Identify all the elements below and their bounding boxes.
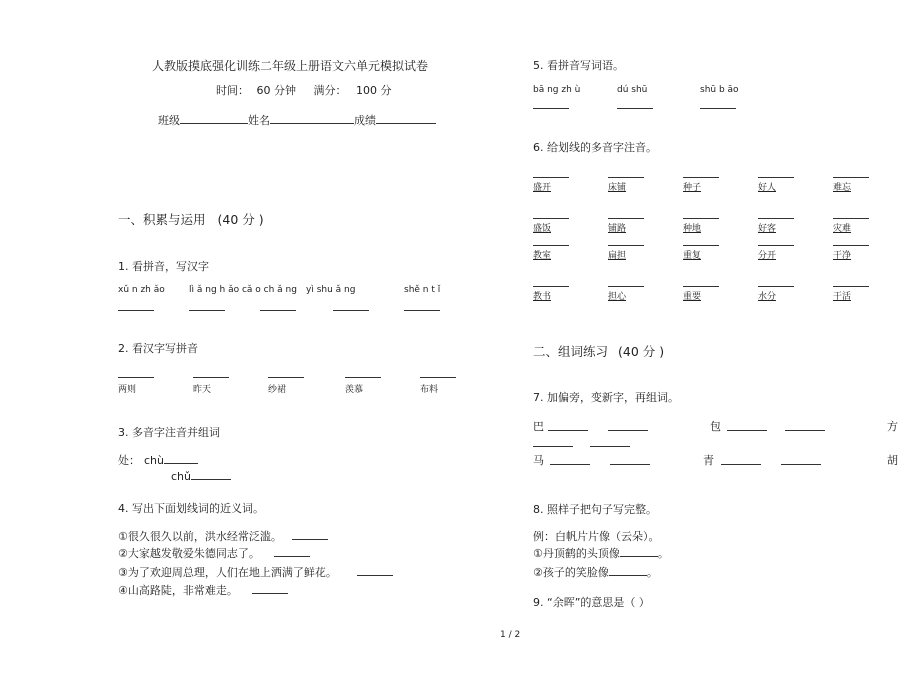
q7-blank[interactable] [548,430,588,431]
class-blank[interactable] [180,113,248,124]
q3-blank-2[interactable] [191,469,231,480]
grade-blank[interactable] [376,113,436,124]
q6-blank[interactable] [758,218,794,219]
q6-word: 铺路 [608,224,627,234]
q8-blank-2[interactable] [609,565,647,576]
q1-pinyin-4: shě n t ǐ [404,285,441,295]
q1-answer-blank-1[interactable] [118,310,154,311]
q2-word-5: 布料 [420,385,439,395]
q6-blank[interactable] [683,177,719,178]
q6-word: 床铺 [608,183,627,193]
q8-blank-1[interactable] [620,546,658,557]
section2-title: 二、组词练习 [533,344,609,359]
q7-blank[interactable] [721,464,761,465]
q6-blank[interactable] [683,218,719,219]
q6-word: 干活 [833,292,852,302]
q6-blank[interactable] [608,177,644,178]
q7-blank[interactable] [608,430,648,431]
q2-answer-blank-1[interactable] [118,377,154,378]
name-label: 姓名 [248,114,270,127]
q6-word: 难忘 [833,183,852,193]
q2-title: 2. 看汉字写拼音 [118,342,198,355]
q6-word: 担心 [608,292,627,302]
page-number: 1 / 2 [500,630,521,640]
q2-answer-blank-5[interactable] [420,377,456,378]
q5-pinyin-2: dú shū [617,85,648,95]
q7-char-4: 马 [533,454,544,467]
q3-reading-line-2 [171,469,231,483]
q6-word: 重复 [683,251,702,261]
q6-title: 6. 给划线的多音字注音。 [533,141,657,154]
q1-pinyin-3: yì shu ǎ ng [306,285,356,295]
q7-blank[interactable] [610,464,650,465]
q7-char-2: 包 [710,420,721,433]
q7-blank[interactable] [533,446,573,447]
q2-word-2: 昨天 [193,385,212,395]
q6-word: 种地 [683,224,702,234]
q7-char-3: 方 [887,420,898,433]
q1-answer-blank-2[interactable] [189,310,225,311]
q2-answer-blank-4[interactable] [345,377,381,378]
section2-heading [533,342,664,360]
q3-reading-2: chǔ [171,470,191,483]
q4-title: 4. 写出下面划线词的近义词。 [118,502,264,515]
q6-blank[interactable] [833,218,869,219]
q8-sentence-2: ②孩子的笑脸像 [533,566,609,579]
q4-item-2 [118,545,310,561]
q4-sentence-1: ①很久很久以前，洪水经常泛滥。 [118,530,282,543]
q9-title: 9. “余晖”的意思是（ ） [533,596,650,609]
time-label: 时间： [216,84,249,97]
q2-word-3: 纱裙 [268,385,287,395]
q5-title: 5. 看拼音写词语。 [533,59,624,72]
score-value: 100 分 [356,84,392,97]
q4-blank-1[interactable] [292,529,328,540]
q6-blank[interactable] [758,286,794,287]
q6-word: 盛开 [533,183,552,193]
q3-title: 3. 多音字注音并组词 [118,426,220,439]
q6-word: 扁担 [608,251,627,261]
q3-reading-line-1 [118,452,198,468]
q6-blank[interactable] [683,286,719,287]
q6-blank[interactable] [533,218,569,219]
q7-title: 7. 加偏旁，变新字，再组词。 [533,391,679,404]
grade-label: 成绩 [354,114,376,127]
q2-word-1: 两则 [118,385,137,395]
q2-answer-blank-2[interactable] [193,377,229,378]
q1-answer-blank-5[interactable] [404,310,440,311]
q5-answer-blank-2[interactable] [617,108,653,109]
q8-period-2: 。 [646,566,658,579]
q4-sentence-4: ④山高路陡，非常难走。 [118,584,238,597]
q7-char-5: 青 [703,454,714,467]
q5-pinyin-3: shū b āo [700,85,739,95]
q6-word: 盛饭 [533,224,552,234]
q3-blank-1[interactable] [164,453,198,464]
q6-blank[interactable] [758,177,794,178]
q6-word: 好人 [758,183,777,193]
section1-title: 一、积累与运用 [118,212,206,227]
q4-sentence-2: ②大家越发敬爱朱德同志了。 [118,547,260,560]
q4-item-3 [118,564,393,580]
q4-item-4 [118,582,288,598]
q6-word: 教书 [533,292,552,302]
q4-sentence-3: ③为了欢迎周总理，人们在地上洒满了鲜花。 [118,566,337,579]
q6-blank[interactable] [533,245,569,246]
q3-reading-1: chù [144,454,164,467]
q6-blank[interactable] [758,245,794,246]
q6-word: 重要 [683,292,702,302]
q4-blank-4[interactable] [252,583,288,594]
class-label: 班级 [158,114,180,127]
q1-answer-blank-4[interactable] [333,310,369,311]
q6-blank[interactable] [533,177,569,178]
section1-heading [118,210,264,228]
q1-title: 1. 看拼音，写汉字 [118,260,209,273]
q7-blank[interactable] [727,430,767,431]
q4-blank-2[interactable] [274,546,310,557]
q4-item-1 [118,528,328,544]
score-label: 满分： [313,84,347,97]
q8-item-1 [533,545,669,561]
q8-example: 例：白帆片片像（云朵）。 [533,530,660,543]
q6-word: 分开 [758,251,777,261]
q6-blank[interactable] [608,218,644,219]
q8-sentence-1: ①丹顶鹤的头顶像 [533,547,620,560]
q5-pinyin-1: bā ng zh ù [533,85,581,95]
q6-word: 种子 [683,183,702,193]
q5-answer-blank-1[interactable] [533,108,569,109]
q6-blank[interactable] [833,177,869,178]
q6-blank[interactable] [683,245,719,246]
q6-blank[interactable] [833,286,869,287]
q7-blank[interactable] [550,464,590,465]
q6-blank[interactable] [533,286,569,287]
q6-word: 好客 [758,224,777,234]
q6-blank[interactable] [833,245,869,246]
q3-char: 处： [118,454,140,467]
q1-pinyin-2: lì ǎ ng h ǎo cǎ o ch ǎ ng [189,285,297,295]
section2-points: (40 分 ) [618,344,665,359]
time-info [216,82,392,98]
time-value: 60 分钟 [256,84,296,97]
q2-answer-blank-3[interactable] [268,377,304,378]
q6-blank[interactable] [608,286,644,287]
q4-blank-3[interactable] [357,565,393,576]
q6-blank[interactable] [608,245,644,246]
q6-word: 水分 [758,292,777,302]
q6-word: 灾难 [833,224,852,234]
q8-period-1: 。 [657,547,669,560]
q8-title: 8. 照样子把句子写完整。 [533,503,657,516]
exam-title: 人教版摸底强化训练二年级上册语文六单元模拟试卷 [152,59,429,73]
q2-word-4: 羡慕 [345,385,364,395]
section1-points: (40 分 ) [217,212,264,227]
q1-answer-blank-3[interactable] [260,310,296,311]
q8-item-2 [533,564,658,580]
name-blank[interactable] [270,113,354,124]
q7-blank[interactable] [781,464,821,465]
q6-word: 干净 [833,251,852,261]
q7-char-1: 巴 [533,420,544,433]
q1-pinyin-1: xǔ n zh ǎo [118,285,165,295]
student-info-line [158,112,436,128]
q7-blank[interactable] [785,430,825,431]
q5-answer-blank-3[interactable] [700,108,736,109]
q7-blank[interactable] [590,446,630,447]
q6-word: 教室 [533,251,552,261]
q7-char-6: 胡 [887,454,898,467]
